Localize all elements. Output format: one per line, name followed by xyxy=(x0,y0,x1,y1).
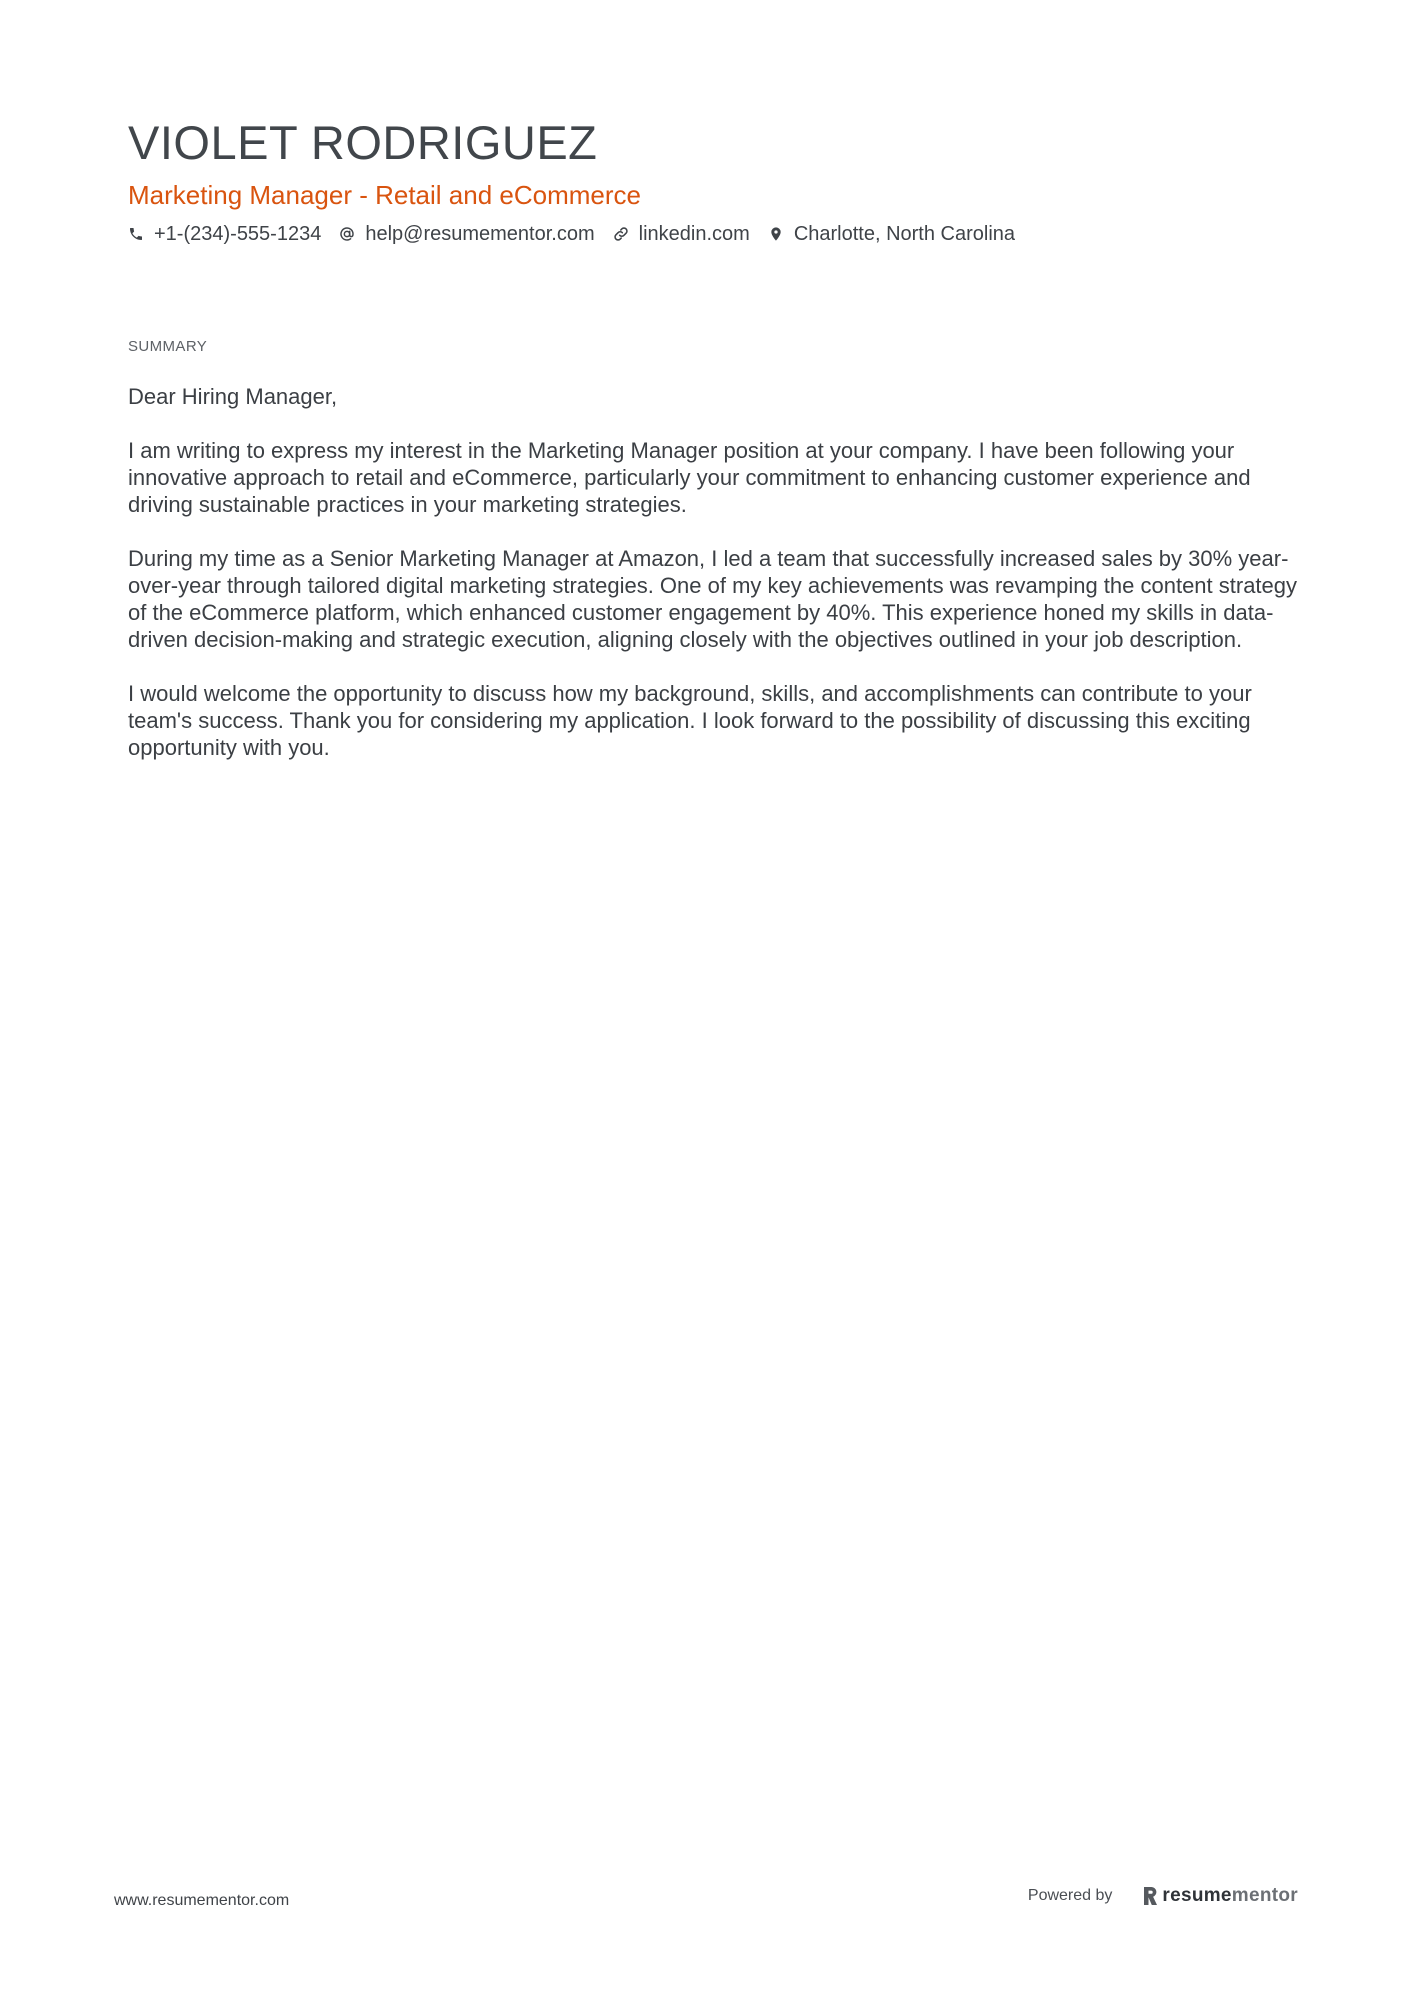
footer-website-link[interactable]: www.resumementor.com xyxy=(114,1892,290,1909)
contact-location-text: Charlotte, North Carolina xyxy=(793,223,1016,245)
contact-email-text: help@resumementor.com xyxy=(365,223,595,245)
cover-letter-body xyxy=(128,383,1300,788)
at-icon xyxy=(339,226,355,242)
resumementor-logo[interactable] xyxy=(1142,1885,1298,1907)
letter-paragraph: During my time as a Senior Marketing Manager at Amazon, I led a team that successfully increased sales by 30% year-over-year through tailored digital marketing strategies. One of my key achievements was revamping the content strategy of the eCommerce platform, which enhanced customer engagement by 40%. This experience honed my skills in data-driven decision-making and strategic execution, aligning closely with the objectives outlined in your job description. xyxy=(128,546,1298,652)
footer-powered-by xyxy=(1028,1885,1298,1907)
candidate-name: VIOLET RODRIGUEZ xyxy=(128,116,598,169)
resumementor-logo-icon xyxy=(1142,1886,1158,1906)
summary-section-label: SUMMARY xyxy=(128,338,208,355)
location-pin-icon xyxy=(768,226,784,242)
link-icon xyxy=(613,226,629,242)
contact-email[interactable] xyxy=(339,221,594,247)
letter-paragraph: I would welcome the opportunity to discuss how my background, skills, and accomplishments can contribute to your team's success. Thank you for considering my application. I look forward to the possibility of discussing this exciting opportunity with you. xyxy=(128,681,1252,760)
powered-by-label: Powered by xyxy=(1027,1887,1113,1904)
letter-greeting: Dear Hiring Manager, xyxy=(128,384,338,409)
contact-linkedin-text: linkedin.com xyxy=(638,223,750,245)
logo-text-mentor: mentor xyxy=(1231,1885,1298,1906)
phone-icon xyxy=(128,226,144,242)
letter-paragraph: I am writing to express my interest in the Marketing Manager position at your company. I have been following your innovative approach to retail and eCommerce, particularly your commitment to enhancing customer experience and driving sustainable practices in your marketing strategies. xyxy=(128,438,1251,517)
job-title: Marketing Manager - Retail and eCommerce xyxy=(128,180,641,210)
contact-location xyxy=(768,221,1015,247)
resume-header xyxy=(128,115,1288,247)
contact-bar xyxy=(128,221,1288,247)
contact-phone-text: +1-(234)-555-1234 xyxy=(154,223,322,245)
logo-text-resume: resume xyxy=(1162,1885,1232,1906)
contact-linkedin[interactable] xyxy=(613,221,750,247)
contact-phone xyxy=(128,221,321,247)
